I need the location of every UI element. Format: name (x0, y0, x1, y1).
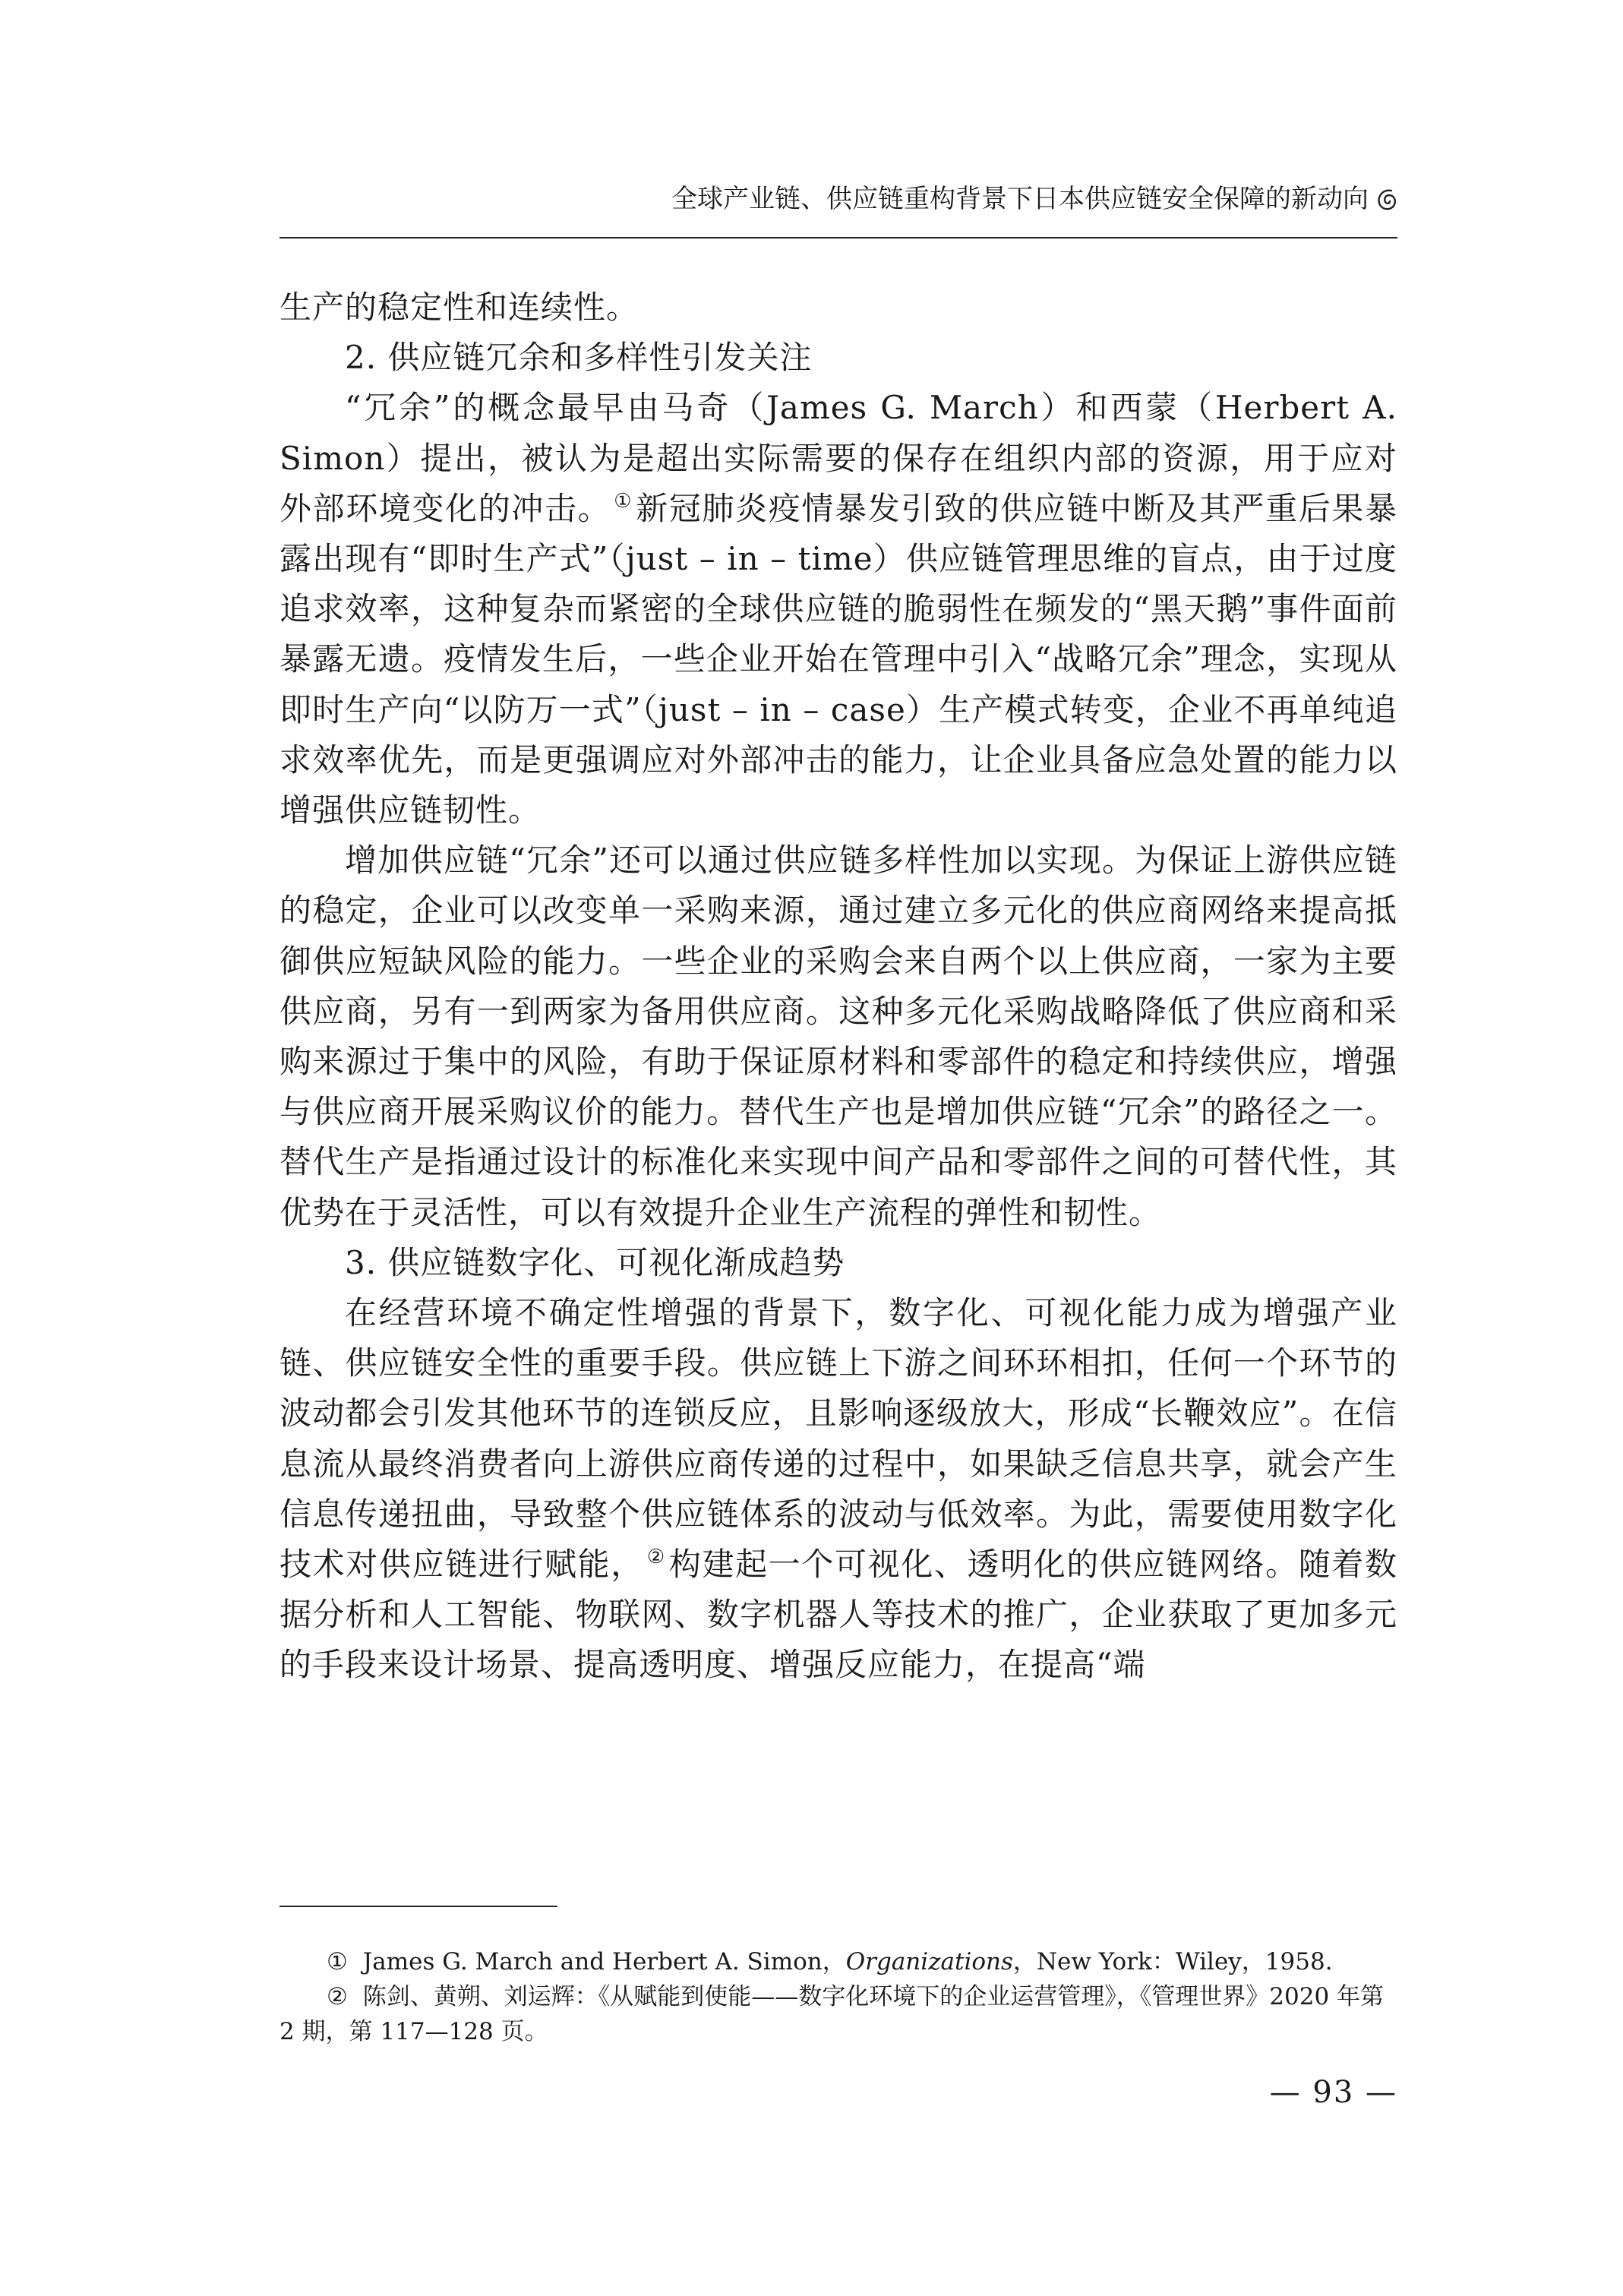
paragraph-digitalization-part-a: 在经营环境不确定性增强的背景下，数字化、可视化能力成为增强产业链、供应链安全性的重要手段。供应链上下游之间环环相扣，任何一个环节的波动都会引发其他环节的连锁反应，且影响逐级放大，形成“长鞭效应”。在信息流从最终消费者向上游供应商传递的过程中，如果缺乏信息共享，就会产生信息传递扭曲，导致整个供应链体系的波动与低效率。为此，需要使用数字化技术对供应链进行赋能， (279, 1294, 1397, 1584)
section-heading-2: 2. 供应链冗余和多样性引发关注 (345, 339, 813, 377)
footnote-2 (279, 1979, 1397, 2049)
paragraph-redundancy-part-b: 新冠肺炎疫情暴发引致的供应链中断及其严重后果暴露出现有“即时生产式”（just – in – time）供应链管理思维的盲点，由于过度追求效率，这种复杂而紧密的全球供应链的脆弱性在频发的“黑天鹅”事件面前暴露无遗。疫情发生后，一些企业开始在管理中引入“战略冗余”理念，实现从即时生产向“以防万一式”（just – in – case）生产模式转变，企业不再单纯追求效率优先，而是更强调应对外部冲击的能力，让企业具备应急处置的能力以增强供应链韧性。 (279, 489, 1397, 829)
header-rule (279, 237, 1397, 238)
footnote-1-book-title: Organizations (845, 1948, 1013, 1975)
footnote-1 (279, 1944, 1397, 1979)
paragraph-digitalization (279, 1288, 1397, 1691)
header-title: 全球产业链、供应链重构背景下日本供应链安全保障的新动向 (671, 184, 1369, 214)
main-text (279, 283, 1397, 1691)
footnote-1-authors: James G. March and Herbert A. Simon， (362, 1948, 846, 1975)
paragraph-digitalization-part-b: 构建起一个可视化、透明化的供应链网络。随着数据分析和人工智能、物联网、数字机器人等技术的推广，企业获取了更加多元的手段来设计场景、提高透明度、增强反应能力，在提高“端 (279, 1546, 1397, 1684)
paragraph-redundancy-part-a: “冗余”的概念最早由马奇（James G. March）和西蒙（Herbert A. Simon）提出，被认为是超出实际需要的保存在组织内部的资源，用于应对外部环境变化的冲击。 (279, 389, 1397, 527)
footnotes (279, 1944, 1397, 2049)
section-heading-3: 3. 供应链数字化、可视化渐成趋势 (345, 1243, 845, 1281)
footnote-2-text: 陈剑、黄朔、刘运辉：《从赋能到使能——数字化环境下的企业运营管理》，《管理世界》2020 年第 2 期，第 117—128 页。 (279, 1983, 1385, 2045)
paragraph-diversity: 增加供应链“冗余”还可以通过供应链多样性加以实现。为保证上游供应链的稳定，企业可以改变单一采购来源，通过建立多元化的供应商网络来提高抵御供应短缺风险的能力。一些企业的采购会来自两个以上供应商，一家为主要供应商，另有一到两家为备用供应商。这种多元化采购战略降低了供应商和采购来源过于集中的风险，有助于保证原材料和零部件的稳定和持续供应，增强与供应商开展采购议价的能力。替代生产也是增加供应链“冗余”的路径之一。替代生产是指通过设计的标准化来实现中间产品和零部件之间的可替代性，其优势在于灵活性，可以有效提升企业生产流程的弹性和韧性。 (279, 842, 1397, 1231)
footnote-1-number: ① (327, 1948, 348, 1975)
footnote-ref-1[interactable]: ① (614, 489, 633, 513)
footnote-ref-2[interactable]: ② (646, 1546, 666, 1569)
footnote-1-publisher: ，New York：Wiley，1958. (1012, 1948, 1333, 1975)
paragraph-1: 生产的稳定性和连续性。 (279, 289, 639, 326)
paragraph-redundancy (279, 383, 1397, 835)
footnote-2-number: ② (327, 1983, 348, 2010)
footnote-rule (279, 1906, 557, 1907)
page-number: — 93 — (1269, 2075, 1397, 2110)
running-header (279, 182, 1397, 216)
spiral-ornament-icon (1376, 188, 1397, 212)
